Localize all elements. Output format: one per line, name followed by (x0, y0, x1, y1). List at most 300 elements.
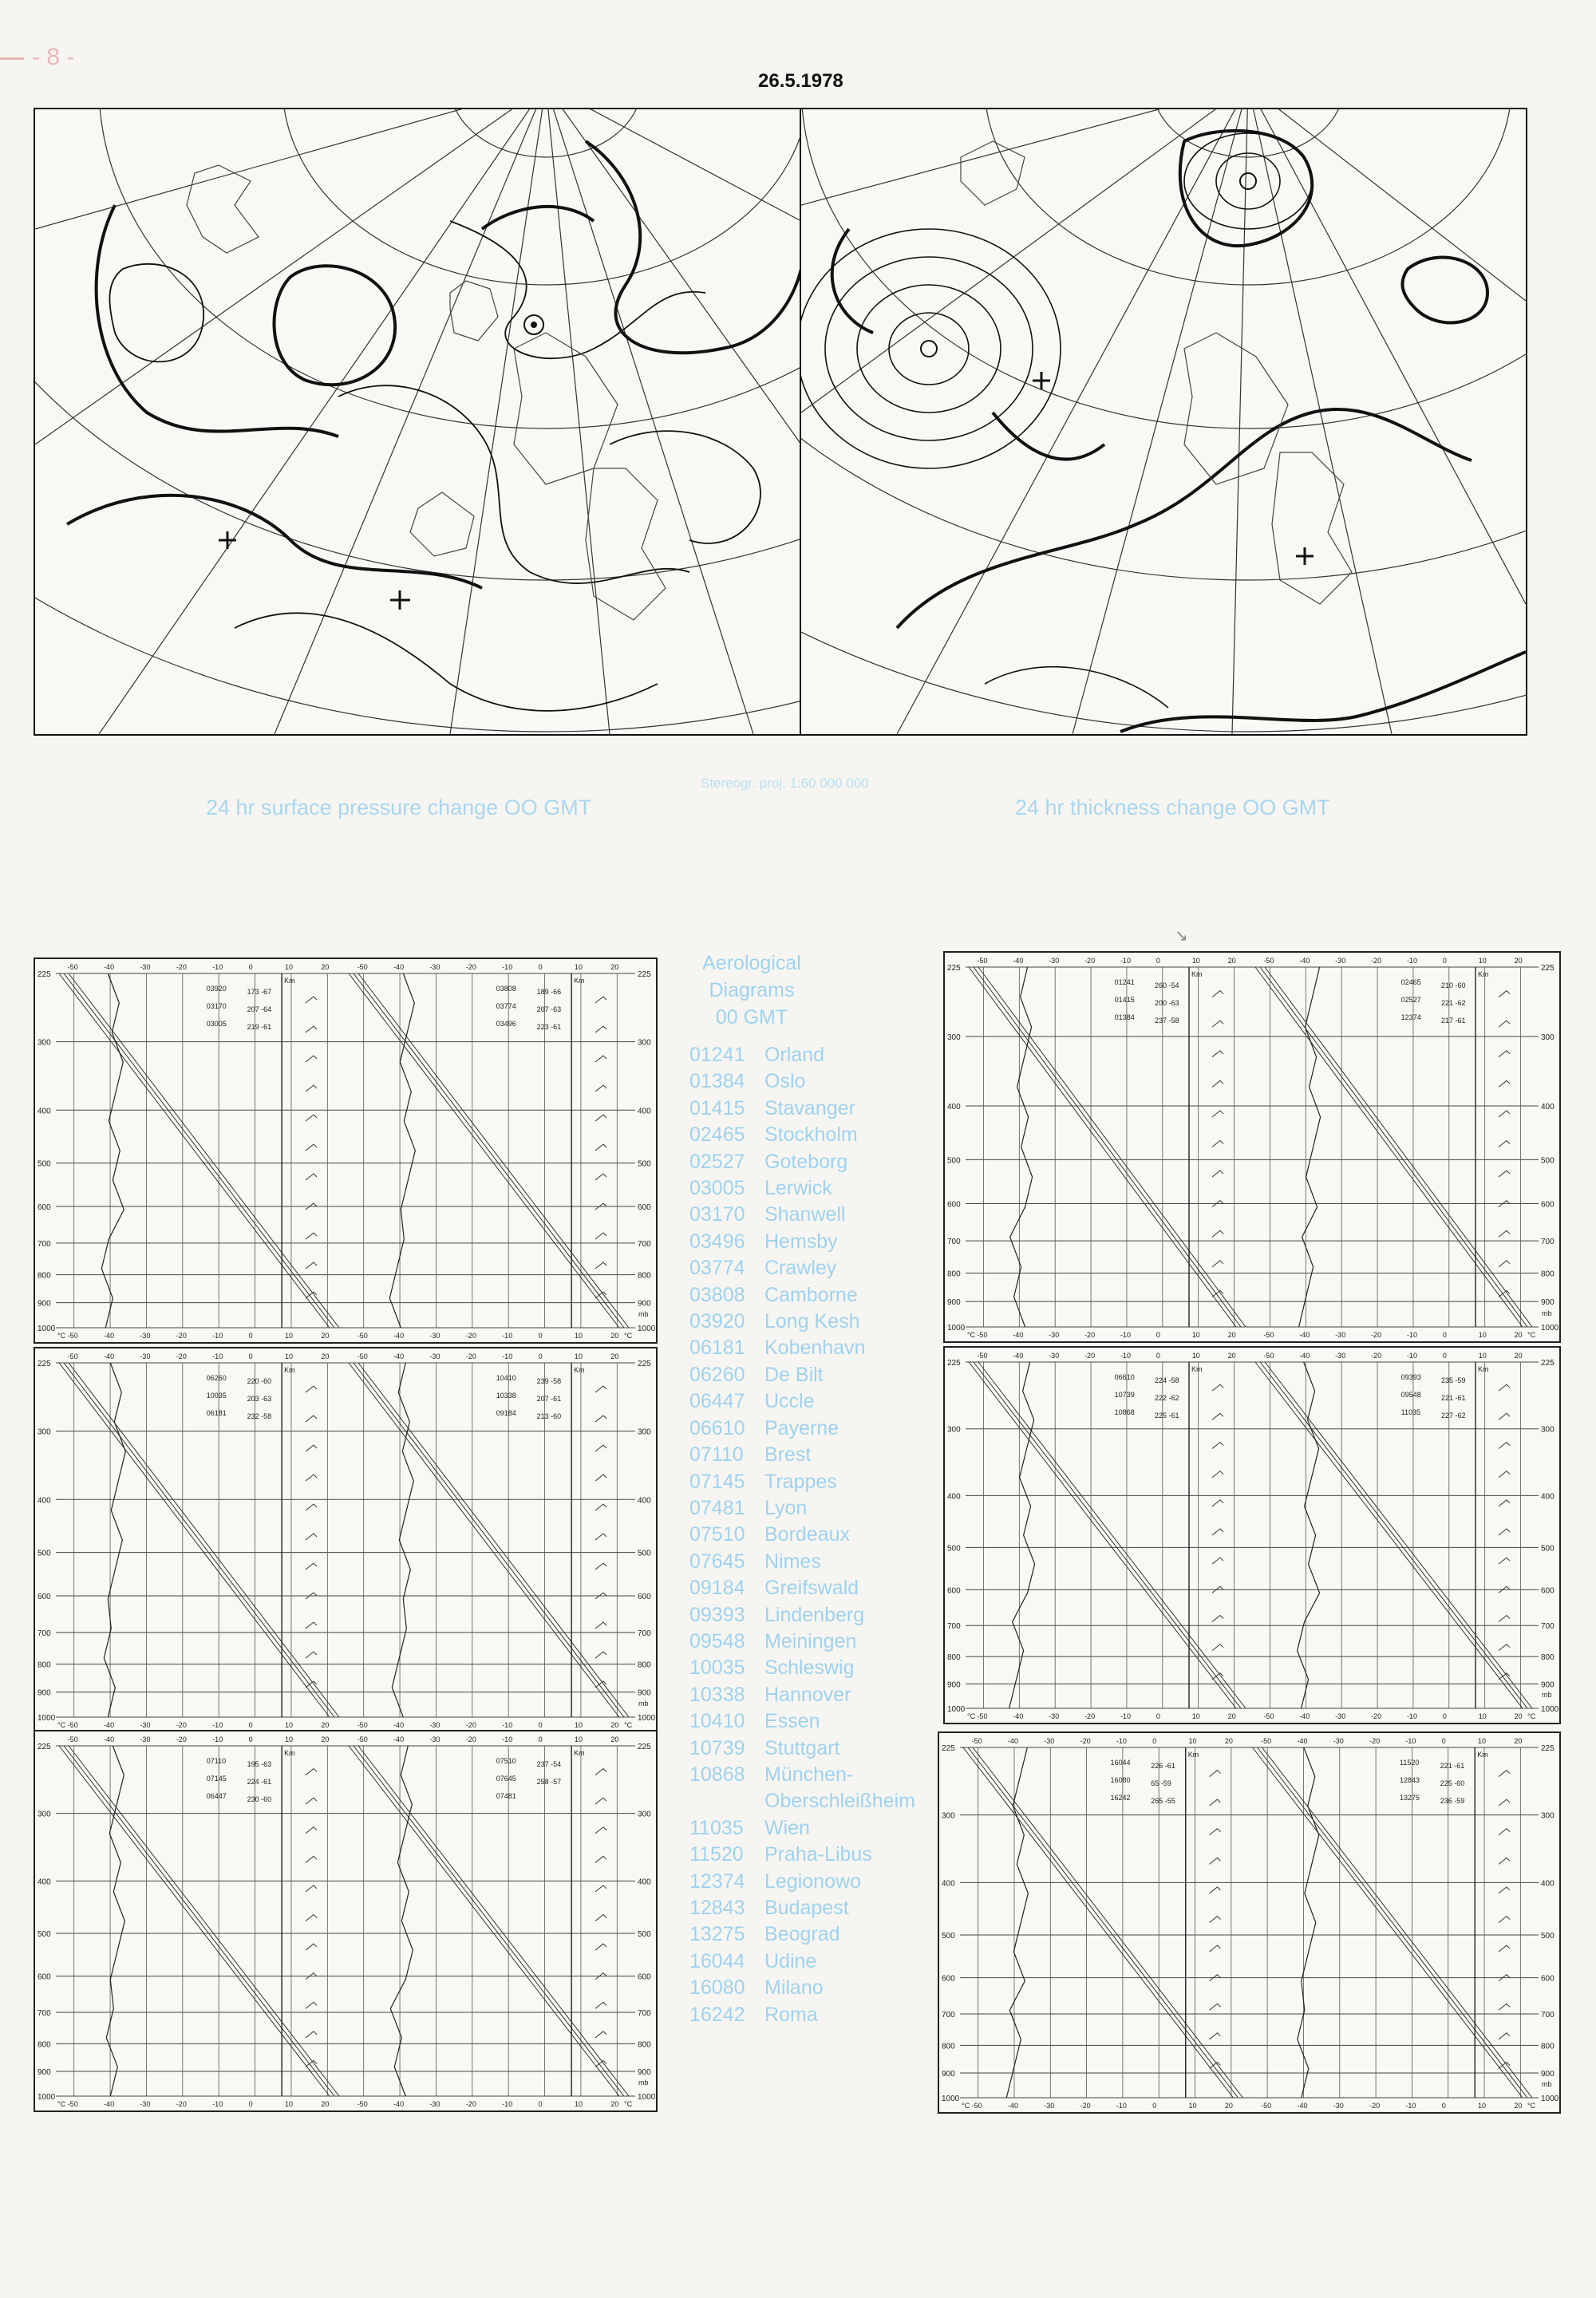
page-margin-mark (0, 57, 24, 60)
temperature-tick-label: -30 (1049, 1331, 1060, 1339)
temperature-tick-label: -10 (1120, 957, 1131, 965)
wind-barb (306, 1652, 317, 1658)
temperature-tick-label: 20 (321, 1352, 330, 1360)
diagram-station-id: 03808 (496, 985, 516, 993)
diagram-station-value: 189 -66 (536, 988, 562, 996)
station-name: Uccle (764, 1390, 815, 1413)
diagram-station-value: 207 -64 (247, 1005, 272, 1013)
pressure-tick-label: 225 (38, 970, 51, 979)
station-id: 10410 (689, 1710, 745, 1733)
temperature-tick-label: -40 (393, 1735, 405, 1743)
temperature-tick-label: -20 (1080, 2102, 1091, 2110)
station-row (689, 1575, 915, 1601)
wind-barb (595, 1416, 606, 1422)
diagram-station-id: 07510 (496, 1757, 516, 1765)
station-row (689, 1149, 915, 1175)
aerological-diagram-drawing (939, 1733, 1559, 2112)
temperature-tick-label: 0 (538, 963, 543, 971)
pressure-tick-label: 300 (38, 1810, 51, 1819)
temperature-tick-label: -50 (977, 957, 988, 965)
pressure-tick-label: 700 (638, 2009, 651, 2019)
wind-barb (1499, 2033, 1510, 2039)
pressure-tick-label: 900 (38, 2067, 51, 2077)
diagram-station-id: 02465 (1400, 978, 1421, 986)
station-name: Crawley (764, 1257, 837, 1280)
celsius-unit-label: °C (624, 2100, 633, 2108)
wind-barb (1499, 1529, 1510, 1535)
temperature-tick-label: -10 (502, 1735, 513, 1743)
wind-barb (306, 1769, 317, 1775)
km-unit-label: Km (284, 1366, 295, 1374)
temperature-tick-label: 10 (1188, 2102, 1197, 2110)
wind-barb (1499, 1230, 1510, 1237)
wind-barb (1210, 2004, 1221, 2010)
temperature-tick-label: -20 (1371, 957, 1382, 965)
diagram-station-value: 258 -57 (536, 1778, 562, 1786)
wind-barb (595, 997, 606, 1003)
wind-barb (306, 1915, 317, 1921)
wind-barb (306, 1174, 317, 1180)
temperature-tick-label: 20 (610, 963, 619, 971)
mb-unit-label: mb (1542, 1309, 1552, 1317)
temperature-tick-label: 20 (1224, 1737, 1233, 1745)
temperature-tick-label: -10 (1405, 1737, 1416, 1745)
temperature-tick-label: 0 (248, 1721, 253, 1729)
diagram-station-id: 03496 (496, 1020, 516, 1028)
pressure-tick-label: 225 (638, 1360, 651, 1368)
wind-barb (1499, 1443, 1510, 1449)
wind-barb (595, 1798, 606, 1804)
wind-barb (1212, 1230, 1223, 1237)
wind-barb (595, 1827, 606, 1834)
wind-barb (306, 1534, 317, 1540)
pressure-tick-label: 700 (38, 1629, 51, 1638)
thickness-change-map (800, 108, 1527, 736)
temperature-tick-label: -40 (393, 963, 405, 971)
station-row (689, 1602, 915, 1629)
station-name: Greifswald (764, 1577, 859, 1600)
wind-barb (1499, 1413, 1510, 1419)
pressure-tick-label: 500 (947, 1544, 961, 1554)
temperature-tick-label: -20 (1369, 1737, 1381, 1745)
temperature-tick-label: -30 (1049, 1712, 1060, 1720)
station-row (689, 1708, 915, 1735)
temperature-tick-label: -10 (212, 1352, 223, 1360)
page-number: - 8 - (32, 44, 75, 70)
temperature-tick-label: -20 (1369, 2102, 1381, 2110)
temperature-tick-label: -10 (1406, 957, 1417, 965)
temperature-tick-label: -10 (502, 963, 513, 971)
temperature-tick-label: 0 (538, 1352, 543, 1360)
temperature-tick-label: -20 (1084, 957, 1096, 965)
pressure-tick-label: 225 (1541, 1359, 1555, 1368)
temperature-tick-label: -20 (176, 1332, 187, 1340)
temperature-tick-label: -20 (465, 1721, 476, 1729)
temperature-tick-label: 20 (610, 1721, 619, 1729)
temperature-tick-label: 0 (1156, 1712, 1160, 1720)
station-id: 06610 (689, 1416, 745, 1439)
wind-barb (1499, 1829, 1510, 1835)
pressure-tick-label: 700 (638, 1629, 651, 1638)
wind-barb (306, 1798, 317, 1804)
station-name: Stuttgart (764, 1736, 840, 1759)
page-date: 26.5.1978 (758, 70, 843, 92)
wind-barb (1212, 1443, 1223, 1449)
wind-barb (1212, 1616, 1223, 1622)
pressure-tick-label: 1000 (942, 2095, 960, 2103)
pressure-tick-label: 300 (942, 1811, 955, 1821)
station-row (689, 1682, 915, 1708)
pressure-tick-label: 300 (638, 1810, 651, 1819)
station-name: Oberschleißheim (764, 1790, 915, 1813)
station-row (689, 2002, 915, 2028)
station-id: 10035 (689, 1656, 745, 1680)
temperature-tick-label: -30 (1044, 1737, 1055, 1745)
station-id: 03496 (689, 1230, 745, 1253)
temperature-tick-label: 0 (538, 1332, 543, 1340)
station-id: 01384 (689, 1070, 745, 1093)
wind-barb (1499, 1887, 1510, 1893)
pressure-tick-label: 300 (947, 1425, 961, 1435)
km-unit-label: Km (574, 977, 585, 985)
pressure-tick-label: 1000 (38, 1325, 56, 1333)
station-row (689, 1229, 915, 1255)
temperature-tick-label: -50 (67, 2100, 78, 2108)
aerological-diagram-panel (34, 1730, 658, 2112)
temperature-tick-label: -40 (104, 1735, 115, 1743)
station-name: Hemsby (764, 1230, 838, 1253)
temperature-tick-label: -30 (429, 1735, 440, 1743)
station-row (689, 1388, 915, 1415)
temperature-tick-label: -10 (212, 2100, 223, 2108)
diagram-station-value: 226 -61 (1151, 1762, 1175, 1770)
diagram-station-id: 03005 (206, 1020, 227, 1028)
wind-barb (1499, 1021, 1510, 1027)
temperature-tick-label: -40 (1013, 1352, 1024, 1360)
station-name: Udine (764, 1949, 817, 1972)
wind-barb (306, 1504, 317, 1510)
celsius-unit-label: °C (624, 1332, 633, 1340)
diagram-station-id: 03920 (206, 985, 227, 993)
station-name: Bordeaux (764, 1523, 851, 1546)
pressure-tick-label: 800 (38, 1271, 51, 1281)
temperature-tick-label: -40 (393, 1332, 405, 1340)
wind-barb (1499, 1645, 1510, 1651)
pressure-tick-label: 800 (1541, 1653, 1555, 1663)
pressure-tick-label: 800 (1541, 2042, 1555, 2051)
temperature-tick-label: 10 (284, 1332, 293, 1340)
station-row (689, 1629, 915, 1655)
surface-pressure-change-map (34, 108, 803, 736)
temperature-tick-label: -30 (140, 963, 151, 971)
temperature-tick-label: 10 (1478, 1712, 1487, 1720)
station-name: Trappes (764, 1470, 837, 1493)
station-id: 03920 (689, 1310, 745, 1333)
station-row (689, 1549, 915, 1575)
temperature-tick-label: 20 (610, 1352, 619, 1360)
temperature-tick-label: 20 (1227, 957, 1236, 965)
temperature-tick-label: 0 (248, 1332, 253, 1340)
temperature-tick-label: 10 (574, 963, 583, 971)
temperature-tick-label: 20 (321, 963, 330, 971)
registration-mark: ↘ (1175, 927, 1188, 945)
station-id: 07481 (689, 1496, 745, 1519)
pressure-tick-label: 225 (638, 1743, 651, 1751)
wind-barb (1499, 991, 1510, 997)
pressure-tick-label: 900 (1541, 1680, 1555, 1690)
station-name: Kobenhavn (764, 1337, 866, 1360)
pressure-tick-label: 700 (947, 1238, 961, 1247)
temperature-tick-label: -30 (1049, 1352, 1060, 1360)
pressure-tick-label: 1000 (947, 1324, 966, 1333)
station-row (689, 1788, 915, 1814)
station-id: 03808 (689, 1283, 745, 1306)
temperature-tick-label: 0 (538, 1735, 543, 1743)
temperature-tick-label: 10 (1188, 1737, 1197, 1745)
station-name: Meiningen (764, 1629, 857, 1652)
aerological-diagram-drawing (945, 1348, 1559, 1723)
station-row (689, 1096, 915, 1122)
temperature-tick-label: -40 (1299, 957, 1310, 965)
diagram-station-id: 09548 (1400, 1391, 1421, 1399)
diagram-station-id: 09184 (496, 1409, 516, 1417)
temperature-tick-label: -20 (465, 2100, 476, 2108)
temperature-tick-label: -10 (1116, 1737, 1127, 1745)
temperature-tick-label: -20 (176, 963, 187, 971)
station-name: Budapest (764, 1897, 849, 1919)
temperature-tick-label: -10 (502, 1352, 513, 1360)
temperature-tick-label: -30 (1333, 1737, 1344, 1745)
station-row (689, 1442, 915, 1468)
diagram-station-id: 13275 (1400, 1794, 1420, 1802)
station-row (689, 1282, 915, 1309)
temperature-tick-label: -30 (140, 1352, 151, 1360)
diagram-station-id: 07645 (496, 1775, 516, 1783)
temperature-tick-label: -30 (140, 2100, 151, 2108)
temperature-tick-label: -40 (393, 2100, 405, 2108)
pressure-tick-label: 500 (38, 1930, 51, 1940)
temperature-tick-label: -30 (429, 1332, 440, 1340)
celsius-unit-label: °C (57, 1721, 66, 1729)
pressure-tick-label: 800 (38, 1660, 51, 1670)
temperature-tick-label: -40 (1013, 1712, 1024, 1720)
wind-barb (306, 1144, 317, 1151)
temperature-tick-label: -40 (393, 1721, 405, 1729)
station-name: Oslo (764, 1070, 806, 1093)
station-name: Lerwick (764, 1177, 832, 1200)
pressure-tick-label: 600 (638, 1592, 651, 1601)
temperature-tick-label: 0 (248, 963, 253, 971)
station-name: Wien (764, 1816, 810, 1839)
aerological-title-line: Aerological (702, 952, 801, 974)
diagram-station-value: 207 -61 (536, 1395, 562, 1403)
station-name: Orland (764, 1044, 825, 1066)
temperature-tick-label: 10 (1478, 1352, 1487, 1360)
wind-barb (1212, 1471, 1223, 1478)
wind-barb (1499, 1771, 1510, 1777)
mb-unit-label: mb (638, 2079, 649, 2087)
pressure-tick-label: 600 (638, 1202, 651, 1212)
wind-barb (595, 1445, 606, 1451)
temperature-tick-label: -20 (176, 1735, 187, 1743)
temperature-tick-label: -40 (104, 963, 115, 971)
km-unit-label: Km (574, 1366, 585, 1374)
station-row (689, 1362, 915, 1388)
temperature-tick-label: -50 (1263, 957, 1274, 965)
station-name: Stockholm (764, 1123, 858, 1147)
temperature-tick-label: -50 (1263, 1712, 1274, 1720)
diagram-station-id: 11520 (1400, 1759, 1420, 1767)
wind-barb (1499, 1558, 1510, 1564)
temperature-tick-label: 10 (574, 2100, 583, 2108)
wind-barb (306, 1944, 317, 1950)
pressure-tick-label: 800 (947, 1269, 961, 1279)
station-name: Milano (764, 1976, 824, 2000)
wind-barb (306, 1827, 317, 1834)
diagram-station-value: 213 -60 (536, 1412, 562, 1420)
temperature-tick-label: -50 (67, 1332, 78, 1340)
station-name: Stavanger (764, 1096, 855, 1119)
station-name: Payerne (764, 1416, 839, 1439)
celsius-unit-label: °C (1527, 1331, 1536, 1339)
wind-barb (1210, 1771, 1221, 1777)
pressure-tick-label: 1000 (38, 1714, 56, 1723)
pressure-tick-label: 500 (638, 1159, 651, 1169)
diagram-station-id: 01241 (1114, 978, 1135, 986)
aerological-title (688, 950, 816, 1031)
diagram-station-value: 220 -60 (247, 1377, 272, 1385)
wind-barb (306, 1563, 317, 1570)
wind-barb (1499, 1051, 1510, 1057)
pressure-tick-label: 1000 (38, 2093, 56, 2102)
pressure-tick-label: 225 (38, 1743, 51, 1751)
pressure-tick-label: 500 (1541, 1156, 1555, 1166)
pressure-tick-label: 400 (638, 1496, 651, 1506)
temperature-tick-label: 20 (1514, 1712, 1523, 1720)
celsius-unit-label: °C (967, 1712, 976, 1720)
temperature-tick-label: -50 (357, 1721, 368, 1729)
temperature-tick-label: -40 (1013, 1331, 1024, 1339)
pressure-tick-label: 900 (38, 1688, 51, 1698)
temperature-tick-label: -50 (1261, 2102, 1272, 2110)
diagram-station-id: 11035 (1400, 1408, 1421, 1416)
station-row (689, 1975, 915, 2001)
station-id: 12843 (689, 1897, 745, 1919)
pressure-tick-label: 1000 (1541, 1705, 1559, 1714)
pressure-tick-label: 400 (38, 1877, 51, 1887)
station-id: 07510 (689, 1523, 745, 1546)
temperature-tick-label: 20 (1514, 1352, 1523, 1360)
wind-barb (1212, 1529, 1223, 1535)
pressure-tick-label: 600 (942, 1974, 955, 1984)
pressure-tick-label: 300 (1541, 1033, 1555, 1042)
wind-barb (306, 2031, 317, 2038)
wind-barb (306, 1233, 317, 1239)
pressure-tick-label: 700 (1541, 2011, 1555, 2020)
temperature-tick-label: -50 (67, 1721, 78, 1729)
wind-barb (595, 1622, 606, 1629)
diagram-station-id: 10868 (1114, 1408, 1135, 1416)
temperature-tick-label: -10 (212, 1332, 223, 1340)
pressure-tick-label: 1000 (1541, 2095, 1559, 2103)
diagram-station-value: 235 -59 (1440, 1376, 1466, 1384)
station-row (689, 1335, 915, 1361)
wind-barb (1499, 1261, 1510, 1267)
station-id: 16080 (689, 1976, 745, 2000)
km-unit-label: Km (1191, 1365, 1203, 1373)
temperature-tick-label: 20 (610, 1735, 619, 1743)
pressure-tick-label: 300 (638, 1427, 651, 1437)
wind-barb (306, 1386, 317, 1392)
station-id: 06181 (689, 1337, 745, 1360)
temperature-tick-label: 20 (321, 1332, 330, 1340)
diagram-station-id: 06610 (1114, 1373, 1135, 1381)
wind-barb (1499, 1384, 1510, 1391)
diagram-station-id: 10338 (496, 1392, 516, 1400)
temperature-tick-label: -30 (1049, 957, 1060, 965)
station-row (689, 1309, 915, 1335)
pressure-tick-label: 225 (947, 964, 961, 973)
temperature-tick-label: -30 (140, 1735, 151, 1743)
pressure-tick-label: 900 (638, 1688, 651, 1698)
diagram-station-value: 203 -63 (247, 1395, 272, 1403)
station-row (689, 1416, 915, 1442)
station-id: 10739 (689, 1736, 745, 1759)
wind-barb (306, 1475, 317, 1481)
wind-barb (1212, 1384, 1223, 1391)
projection-note: Stereogr. proj. 1:60 000 000 (701, 776, 869, 791)
station-id: 03170 (689, 1203, 745, 1226)
wind-barb (1212, 991, 1223, 997)
temperature-tick-label: 10 (1478, 2102, 1487, 2110)
station-row (689, 1762, 915, 1788)
mb-unit-label: mb (1542, 1691, 1552, 1699)
station-id: 13275 (689, 1923, 745, 1946)
temperature-tick-label: -50 (1263, 1331, 1274, 1339)
wind-barb (1499, 1471, 1510, 1478)
pressure-tick-label: 500 (638, 1549, 651, 1558)
wind-barb (1212, 1171, 1223, 1177)
wind-barb (1499, 2004, 1510, 2010)
diagram-station-value: 232 -58 (247, 1412, 272, 1420)
diagram-station-value: 221 -61 (1440, 1762, 1465, 1770)
celsius-unit-label: °C (1527, 2102, 1536, 2110)
pressure-tick-label: 225 (638, 970, 651, 979)
aerological-diagram-drawing (35, 959, 656, 1342)
station-name: Schleswig (764, 1656, 855, 1680)
wind-barb (1499, 1111, 1510, 1117)
wind-barb (1210, 1945, 1221, 1952)
wind-barb (1210, 1917, 1221, 1923)
temperature-tick-label: 0 (1441, 1737, 1446, 1745)
wind-barb (595, 1085, 606, 1092)
wind-barb (595, 1262, 606, 1269)
diagram-station-value: 230 -60 (247, 1795, 272, 1803)
aerological-diagram-drawing (35, 1348, 656, 1731)
temperature-tick-label: 0 (248, 1735, 253, 1743)
station-id: 06447 (689, 1390, 745, 1413)
diagram-station-value: 239 -58 (536, 1377, 562, 1385)
diagram-station-value: 221 -61 (1440, 1394, 1466, 1402)
pressure-tick-label: 400 (38, 1107, 51, 1116)
temperature-tick-label: 10 (284, 963, 293, 971)
aerological-diagram-panel (943, 1346, 1561, 1724)
wind-barb (1499, 1917, 1510, 1923)
wind-barb (595, 1944, 606, 1950)
station-row (689, 1469, 915, 1495)
pressure-tick-label: 700 (38, 2009, 51, 2019)
station-id: 01241 (689, 1044, 745, 1066)
